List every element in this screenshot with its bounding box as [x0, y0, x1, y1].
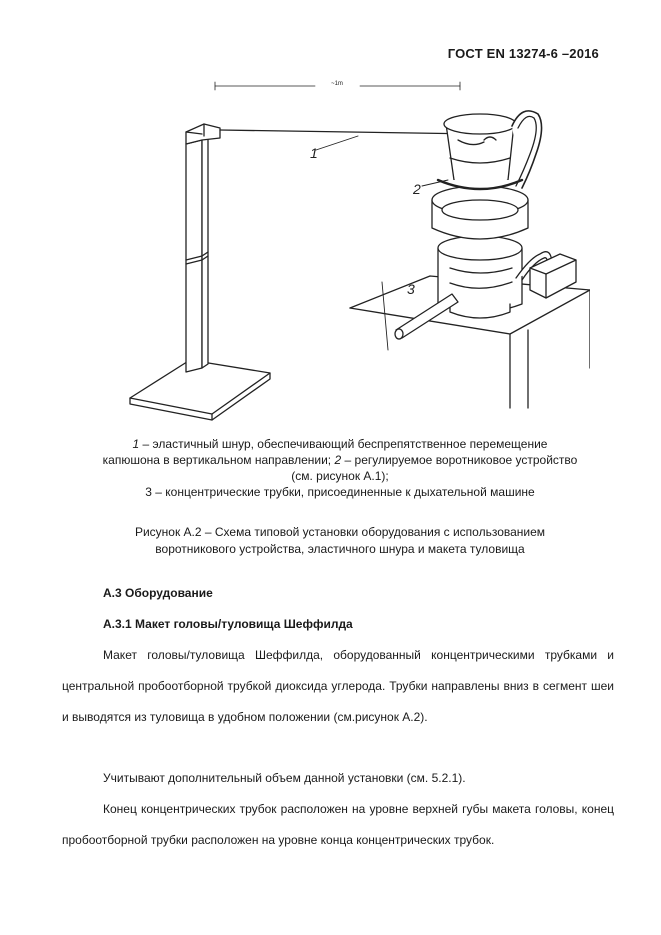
callout-1: 1: [310, 145, 318, 161]
manikin: [432, 111, 576, 318]
legend-line-2: [60, 452, 620, 468]
legend-num-2: 2: [334, 453, 342, 467]
paragraph-1-text: Макет головы/туловища Шеффилда, оборудованный концентрическими трубками и центральной пробоотборной трубкой диоксида углерода. Трубки направлены вниз в сегмент шеи и выводятся из туловища в удобном положении (см.рисунок А.2).: [62, 648, 614, 724]
elastic-cord: [220, 130, 478, 134]
section-heading-a3-1: А.3.1 Макет головы/туловища Шеффилда: [103, 617, 353, 631]
document-header: ГОСТ EN 13274-6 –2016: [447, 46, 599, 61]
stand-post: [186, 124, 220, 372]
figure-caption: [60, 524, 620, 558]
legend-num-1: 1: [132, 437, 140, 451]
equipment-diagram: [120, 68, 590, 428]
paragraph-2: [62, 763, 614, 794]
callout-labels: [310, 145, 421, 297]
legend-text-2: – регулируемое воротниковое устройство: [341, 453, 578, 467]
paragraph-3: [62, 794, 614, 856]
legend-line-1: [60, 436, 620, 452]
legend-text-1b: капюшона в вертикальном направлении;: [102, 453, 335, 467]
section-heading-a3: А.3 Оборудование: [103, 586, 213, 600]
legend-line-3: (см. рисунок А.1);: [291, 469, 389, 483]
caption-line-2: воротникового устройства, эластичного шнура и макета туловища: [155, 542, 525, 556]
callout-2: 2: [413, 181, 421, 197]
dimension-label: ~1m: [331, 81, 343, 87]
paragraph-3-text: Конец концентрических трубок расположен на уровне верхней губы макета головы, конец пробоотборной трубки расположен на уровне конца концентрических трубок.: [62, 802, 614, 847]
setup-figure: [120, 68, 590, 428]
caption-line-1: Рисунок А.2 – Схема типовой установки оборудования с использованием: [134, 525, 546, 539]
legend-text-1: – эластичный шнур, обеспечивающий беспрепятственное перемещение: [139, 437, 548, 451]
paragraph-2-text: Учитывают дополнительный объем данной установки (см. 5.2.1).: [103, 771, 466, 785]
legend-line-4: 3 – концентрические трубки, присоединенные к дыхательной машине: [145, 485, 535, 499]
paragraph-1: [62, 640, 614, 733]
callout-3: 3: [407, 281, 415, 297]
figure-legend: [60, 436, 620, 500]
